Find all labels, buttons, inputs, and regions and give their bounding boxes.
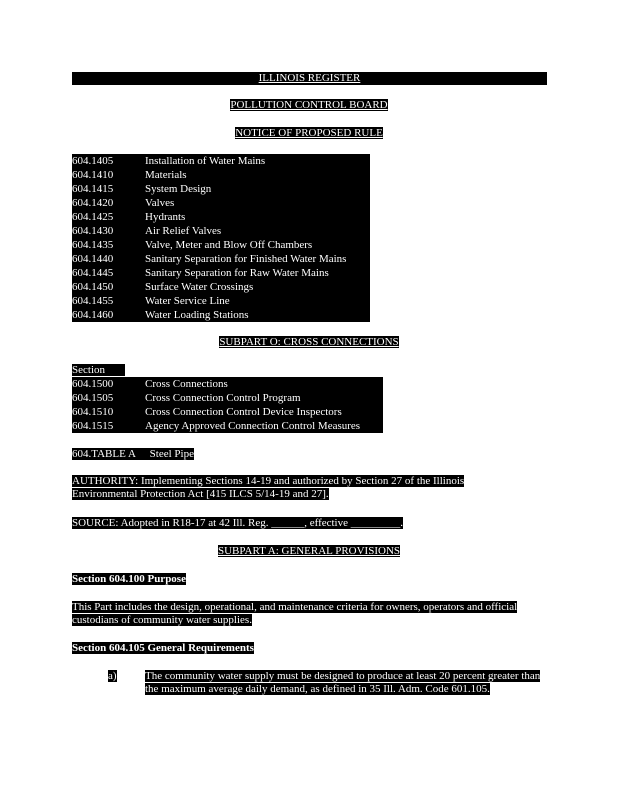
toc-section-number: 604.1455 [72, 295, 114, 307]
toc-section-title: Sanitary Separation for Raw Water Mains [145, 267, 329, 279]
toc-row [72, 391, 383, 405]
toc-section-number: 604.1510 [72, 406, 114, 418]
item-a-text: The community water supply must be designed to produce at least 20 percent greater than the maximum average daily demand, as defined in 35 Ill. Adm. Code 601.105. [145, 670, 541, 695]
toc-row [72, 294, 370, 308]
toc-section-number: 604.1425 [72, 211, 114, 223]
toc-row [72, 308, 370, 322]
toc-row [72, 405, 383, 419]
toc-section-title: Valve, Meter and Blow Off Chambers [145, 239, 313, 251]
item-a-body [145, 670, 543, 696]
toc-section-title: Water Loading Stations [145, 309, 249, 321]
section-105-heading-line [72, 642, 254, 655]
register-title: ILLINOIS REGISTER [258, 72, 361, 84]
toc-section-number: 604.1435 [72, 239, 114, 251]
board-line [0, 99, 618, 112]
toc-row [72, 252, 370, 266]
toc-row [72, 210, 370, 224]
authority-text: AUTHORITY: Implementing Sections 14-19 and authorized by Section 27 of the Illinois Environmental Protection Act [415 ILCS 5/14-19 and 27]. [72, 475, 465, 500]
toc-section-title: Cross Connections [145, 378, 228, 390]
toc-section-title: Surface Water Crossings [145, 281, 254, 293]
toc-row [72, 280, 370, 294]
subpart-o-heading: SUBPART O: CROSS CONNECTIONS [219, 336, 399, 348]
toc-cross-connections [72, 377, 383, 433]
section-label: Section [72, 364, 125, 376]
toc-section-title: Agency Approved Connection Control Measures [145, 420, 361, 432]
toc-section-number: 604.1430 [72, 225, 114, 237]
notice-title: NOTICE OF PROPOSED RULE [235, 127, 383, 139]
authority-paragraph [72, 475, 512, 501]
toc-row [72, 154, 370, 168]
toc-section-title: Cross Connection Control Device Inspectors [145, 406, 342, 418]
subpart-a-heading: SUBPART A: GENERAL PROVISIONS [218, 545, 400, 557]
item-a-label: a) [108, 670, 117, 682]
subpart-o-line [0, 336, 618, 349]
section-100-body [72, 601, 530, 627]
toc-section-title: Water Service Line [145, 295, 230, 307]
toc-section-title: System Design [145, 183, 212, 195]
toc-section-number: 604.1405 [72, 155, 114, 167]
toc-row [72, 168, 370, 182]
toc-section-title: Installation of Water Mains [145, 155, 266, 167]
toc-row [72, 238, 370, 252]
toc-row [72, 377, 383, 391]
section-105-heading: Section 604.105 General Requirements [72, 642, 254, 654]
toc-row [72, 224, 370, 238]
section-100-heading: Section 604.100 Purpose [72, 573, 186, 585]
notice-line [0, 127, 618, 140]
section-100-text: This Part includes the design, operational, and maintenance criteria for owners, operators and official custodians of community water supplies. [72, 601, 518, 626]
table-a-line [72, 448, 194, 461]
toc-row [72, 419, 383, 433]
toc-section-number: 604.1440 [72, 253, 114, 265]
toc-section-number: 604.1460 [72, 309, 114, 321]
toc-section-number: 604.1445 [72, 267, 114, 279]
toc-section-number: 604.1415 [72, 183, 114, 195]
source-text: SOURCE: Adopted in R18-17 at 42 Ill. Reg. ______, effective _________. [72, 517, 403, 529]
toc-section-title: Air Relief Valves [145, 225, 222, 237]
section-label-line [72, 364, 125, 377]
toc-row [72, 266, 370, 280]
toc-section-number: 604.1500 [72, 378, 114, 390]
table-a-label: 604.TABLE A [72, 448, 136, 460]
toc-section-title: Valves [145, 197, 175, 209]
table-a-title: Steel Pipe [149, 448, 194, 460]
register-header [72, 72, 547, 85]
toc-section-title: Cross Connection Control Program [145, 392, 301, 404]
toc-section-number: 604.1515 [72, 420, 114, 432]
toc-section-title: Materials [145, 169, 187, 181]
toc-section-title: Sanitary Separation for Finished Water Mains [145, 253, 347, 265]
toc-section-number: 604.1410 [72, 169, 114, 181]
toc-section-number: 604.1505 [72, 392, 114, 404]
toc-row [72, 182, 370, 196]
toc-section-number: 604.1450 [72, 281, 114, 293]
source-line [72, 517, 403, 530]
toc-section-title: Hydrants [145, 211, 186, 223]
board-title: POLLUTION CONTROL BOARD [230, 99, 388, 111]
toc-water-mains [72, 154, 370, 322]
subpart-a-line [0, 545, 618, 558]
section-100-heading-line [72, 573, 186, 586]
toc-section-number: 604.1420 [72, 197, 114, 209]
toc-row [72, 196, 370, 210]
item-a-label-line [108, 670, 117, 683]
